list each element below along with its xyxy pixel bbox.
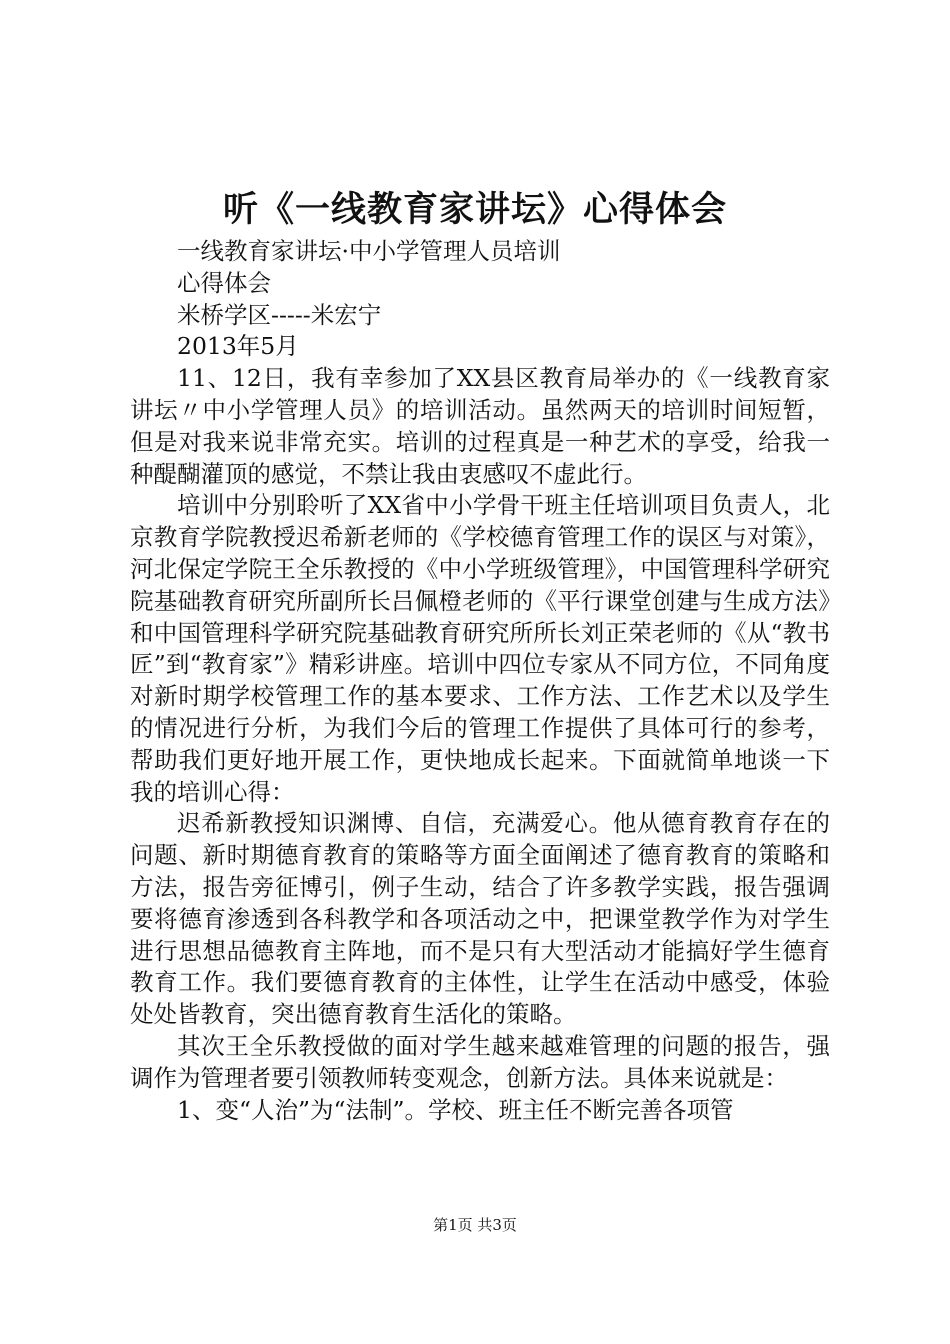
date-line: 2013年5月 [177,332,299,361]
document-title: 听《一线教育家讲坛》心得体会 [222,189,727,230]
subtitle-line: 心得体会 [177,268,271,297]
page-footer: 第1页 共3页 [433,1216,517,1234]
body-paragraph: 迟希新教授知识渊博、自信，充满爱心。他从德育教育存在的问题、新时期德育教育的策略等方面全面阐述了德育教育的策略和方法，报告旁征博引，例子生动，结合了许多教学实践，报告强调要将德育渗透到各科教学和各项活动之中，把课堂教学作为对学生进行思想品德教育主阵地，而不是只有大型活动才能搞好学生德育教育工作。我们要德育教育的主体性，让学生在活动中感受，体验处处皆教育，突出德育教育生活化的策略。 [130,809,830,1029]
author-line: 米桥学区-----米宏宁 [177,300,382,329]
document-body [130,236,830,1126]
body-paragraph: 培训中分别聆听了XX省中小学骨干班主任培训项目负责人，北京教育学院教授迟希新老师的《学校德育管理工作的误区与对策》，河北保定学院王全乐教授的《中小学班级管理》，中国管理科学研究院基础教育研究所副所长吕佩橙老师的《平行课堂创建与生成方法》和中国管理科学研究院基础教育研究所所长刘正荣老师的《从“教书匠”到“教育家”》精彩讲座。培训中四位专家从不同方位，不同角度对新时期学校管理工作的基本要求、工作方法、工作艺术以及学生的情况进行分析，为我们今后的管理工作提供了具体可行的参考，帮助我们更好地开展工作，更快地成长起来。下面就简单地谈一下我的培训心得： [130,491,830,806]
body-paragraph: 1、变“人治”为“法制”。学校、班主任不断完善各项管 [177,1095,734,1124]
body-paragraph: 11、12日，我有幸参加了XX县区教育局举办的《一线教育家讲坛〃中小学管理人员》的培训活动。虽然两天的培训时间短暂，但是对我来说非常充实。培训的过程真是一种艺术的享受，给我一种醍醐灌顶的感觉，不禁让我由衷感叹不虚此行。 [130,364,830,488]
subtitle-line: 一线教育家讲坛·中小学管理人员培训 [177,237,561,265]
body-paragraph: 其次王全乐教授做的面对学生越来越难管理的问题的报告，强调作为管理者要引领教师转变观念，创新方法。具体来说就是： [130,1031,830,1092]
